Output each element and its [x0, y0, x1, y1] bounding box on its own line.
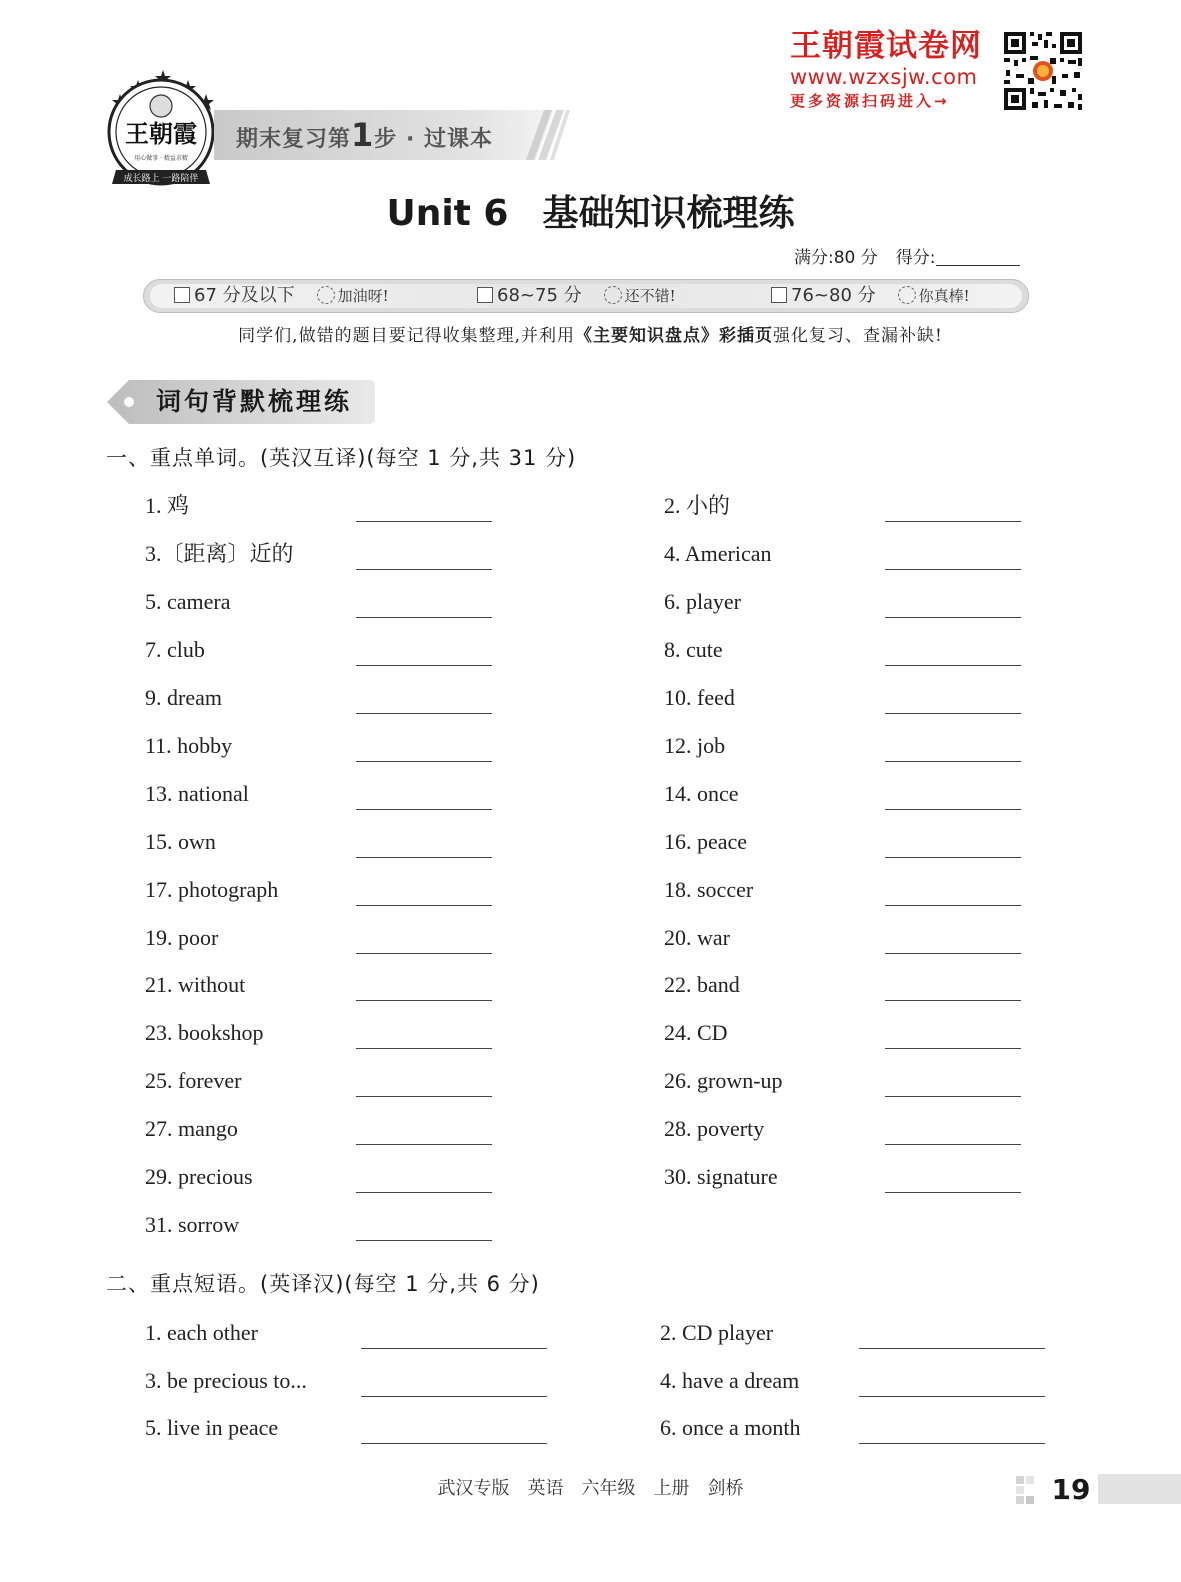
word-item: 26. grown-up: [664, 1068, 783, 1093]
answer-blank[interactable]: [356, 857, 492, 858]
rating-checkbox[interactable]: [477, 287, 493, 303]
answer-blank[interactable]: [356, 809, 492, 810]
answer-blank[interactable]: [859, 1443, 1045, 1444]
brand-url[interactable]: www.wzxsjw.com: [790, 65, 978, 89]
rating-range: 67 分及以下: [194, 285, 295, 306]
answer-blank[interactable]: [356, 1240, 492, 1241]
rating-range: 76~80 分: [791, 285, 876, 306]
answer-blank[interactable]: [885, 1096, 1021, 1097]
word-item: 25. forever: [145, 1068, 242, 1093]
header-step-number: 1: [351, 116, 375, 154]
brand-block: [790, 28, 1002, 112]
answer-blank[interactable]: [356, 953, 492, 954]
footer-subject: 英语: [527, 1478, 564, 1499]
phrase-item: 1. each other: [145, 1320, 258, 1345]
word-item: 20. war: [664, 925, 730, 950]
word-item: 9. dream: [145, 685, 222, 710]
page-number: 19: [1051, 1473, 1091, 1506]
word-item: 12. job: [664, 733, 726, 758]
answer-blank[interactable]: [361, 1443, 547, 1444]
word-item: 6. player: [664, 589, 741, 614]
rating-cheer: 还不错!: [624, 287, 676, 305]
word-item: 7. club: [145, 637, 205, 662]
word-item: 10. feed: [664, 685, 735, 710]
footer-grade: 六年级: [581, 1478, 636, 1499]
unit-subtitle: 基础知识梳理练: [542, 193, 795, 234]
svg-text:成长路上 一路陪伴: 成长路上 一路陪伴: [123, 174, 199, 184]
word-item: 5. camera: [145, 589, 231, 614]
word-item: 27. mango: [145, 1116, 238, 1141]
rating-cheer: 加油呀!: [337, 287, 389, 305]
word-item: 4. American: [664, 541, 772, 566]
rating-option: [174, 282, 389, 310]
word-item: 28. poverty: [664, 1116, 765, 1141]
answer-blank[interactable]: [356, 905, 492, 906]
rating-cheer: 你真棒!: [918, 287, 970, 305]
rating-range: 68~75 分: [497, 285, 582, 306]
word-item: 16. peace: [664, 829, 748, 854]
phrase-item: 4. have a dream: [660, 1368, 800, 1393]
answer-blank[interactable]: [885, 1000, 1021, 1001]
header-suffix: 步 · 过课本: [374, 127, 493, 152]
answer-blank[interactable]: [859, 1348, 1045, 1349]
phrase-item: 6. once a month: [660, 1415, 801, 1440]
section-title: 词句背默梳理练: [156, 387, 353, 416]
word-item: 30. signature: [664, 1164, 778, 1189]
qr-code-icon[interactable]: [1002, 30, 1084, 112]
word-item: 19. poor: [145, 925, 219, 950]
answer-blank[interactable]: [885, 521, 1021, 522]
answer-blank[interactable]: [356, 617, 492, 618]
answer-blank[interactable]: [885, 665, 1021, 666]
answer-blank[interactable]: [885, 809, 1021, 810]
answer-blank[interactable]: [885, 713, 1021, 714]
rating-option: [771, 282, 970, 310]
header-step-label: [236, 117, 493, 158]
rating-option: [477, 282, 676, 310]
answer-blank[interactable]: [356, 1096, 492, 1097]
footer-info: [0, 1476, 1181, 1502]
answer-blank[interactable]: [885, 617, 1021, 618]
answer-blank[interactable]: [356, 1192, 492, 1193]
answer-blank[interactable]: [885, 761, 1021, 762]
word-item: 15. own: [145, 829, 216, 854]
answer-blank[interactable]: [356, 1144, 492, 1145]
part2-heading: 二、重点短语。(英译汉)(每空 1 分,共 6 分): [106, 1272, 540, 1296]
answer-blank[interactable]: [885, 1144, 1021, 1145]
answer-blank[interactable]: [885, 857, 1021, 858]
answer-blank[interactable]: [361, 1396, 547, 1397]
word-item: 13. national: [145, 781, 249, 806]
answer-blank[interactable]: [361, 1348, 547, 1349]
footer-volume: 上册: [653, 1478, 690, 1499]
smiley-icon: [604, 286, 622, 304]
word-item: 31. sorrow: [145, 1212, 240, 1237]
answer-blank[interactable]: [356, 521, 492, 522]
word-item: 29. precious: [145, 1164, 253, 1189]
phrase-item: 3. be precious to...: [145, 1368, 307, 1393]
answer-blank[interactable]: [356, 665, 492, 666]
footer-edition: 武汉专版: [437, 1478, 510, 1499]
answer-blank[interactable]: [356, 761, 492, 762]
answer-blank[interactable]: [885, 1048, 1021, 1049]
score-line: [794, 246, 1020, 270]
smiley-icon: [317, 286, 335, 304]
phrase-item: 2. CD player: [660, 1320, 774, 1345]
word-item: 24. CD: [664, 1020, 728, 1045]
word-item: 22. band: [664, 972, 740, 997]
notice-before: 同学们,做错的题目要记得收集整理,并利用: [238, 326, 575, 346]
svg-text:用心做事 · 精益求精: 用心做事 · 精益求精: [134, 155, 188, 162]
answer-blank[interactable]: [356, 569, 492, 570]
word-item: 11. hobby: [145, 733, 233, 758]
notice-after: 强化复习、查漏补缺!: [772, 326, 943, 346]
word-item: 14. once: [664, 781, 739, 806]
word-item: 2. 小的: [664, 493, 731, 518]
smiley-icon: [898, 286, 916, 304]
unit-label: Unit 6: [386, 193, 509, 234]
part1-heading: 一、重点单词。(英汉互译)(每空 1 分,共 31 分): [106, 446, 577, 470]
svg-text:王朝霞: 王朝霞: [125, 119, 197, 148]
notice-book: 《主要知识盘点》彩插页: [574, 326, 773, 346]
answer-blank[interactable]: [356, 1000, 492, 1001]
page-number-decoration: [1016, 1474, 1181, 1506]
rating-checkbox[interactable]: [174, 287, 190, 303]
brand-seal-logo: [104, 66, 218, 192]
answer-blank[interactable]: [885, 1192, 1021, 1193]
word-item: 23. bookshop: [145, 1020, 264, 1045]
word-item: 3.〔距离〕近的: [145, 541, 294, 566]
word-item: 21. without: [145, 972, 246, 997]
footer-publisher: 剑桥: [707, 1478, 744, 1499]
brand-scan-hint: 更多资源扫码进入→: [790, 92, 950, 110]
word-item: 17. photograph: [145, 877, 279, 902]
page-title: [0, 190, 1181, 238]
word-item: 18. soccer: [664, 877, 754, 902]
answer-blank[interactable]: [885, 905, 1021, 906]
full-score: 满分:80 分: [794, 248, 878, 268]
word-item: 1. 鸡: [145, 493, 190, 518]
phrase-item: 5. live in peace: [145, 1415, 279, 1440]
answer-blank[interactable]: [885, 569, 1021, 570]
score-label: 得分:: [895, 248, 936, 268]
brand-name: 王朝霞试卷网: [790, 28, 982, 64]
answer-blank[interactable]: [356, 1048, 492, 1049]
answer-blank[interactable]: [885, 953, 1021, 954]
study-notice: [0, 324, 1181, 348]
score-blank[interactable]: [936, 248, 1020, 266]
word-item: 8. cute: [664, 637, 723, 662]
answer-blank[interactable]: [859, 1396, 1045, 1397]
answer-blank[interactable]: [356, 713, 492, 714]
header-prefix: 期末复习第: [236, 127, 352, 152]
rating-checkbox[interactable]: [771, 287, 787, 303]
